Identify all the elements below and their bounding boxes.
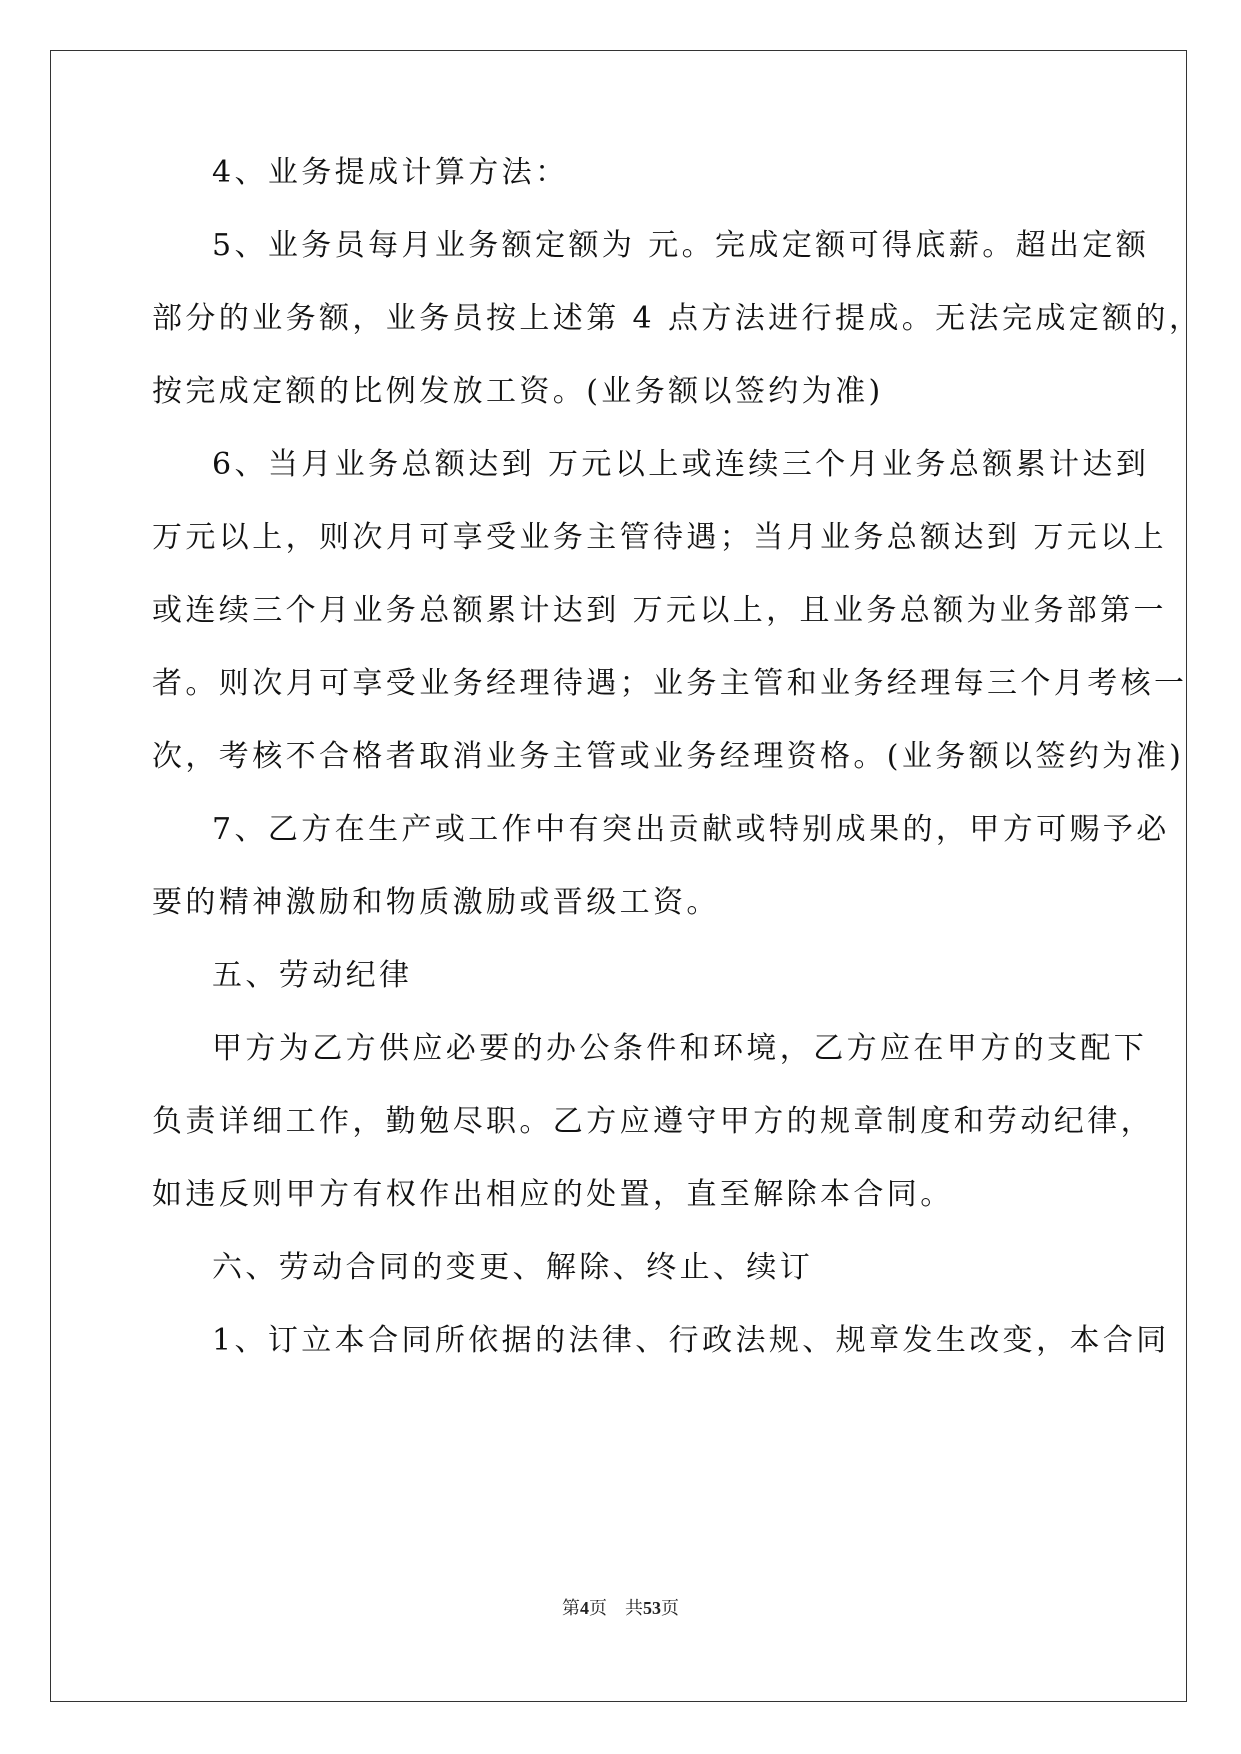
text-line: 负责详细工作，勤勉尽职。乙方应遵守甲方的规章制度和劳动纪律， <box>152 1104 1154 1139</box>
text-line: 5、业务员每月业务额定额为 元。完成定额可得底薪。超出定额 <box>212 228 1150 263</box>
total-prefix: 共 <box>625 1598 643 1618</box>
text-line: 部分的业务额，业务员按上述第 4 点方法进行提成。无法完成定额的， <box>152 301 1203 336</box>
text-line: 次，考核不合格者取消业务主管或业务经理资格。(业务额以签约为准) <box>152 739 1185 774</box>
page-prefix: 第 <box>562 1598 580 1618</box>
text-line: 按完成定额的比例发放工资。(业务额以签约为准) <box>152 374 884 409</box>
text-line: 或连续三个月业务总额累计达到 万元以上，且业务总额为业务部第一 <box>152 593 1167 628</box>
text-line: 甲方为乙方供应必要的办公条件和环境，乙方应在甲方的支配下 <box>212 1031 1148 1066</box>
text-line: 要的精神激励和物质激励或晋级工资。 <box>152 885 720 920</box>
page-number: 4 <box>580 1598 589 1618</box>
text-line: 万元以上，则次月可享受业务主管待遇；当月业务总额达到 万元以上 <box>152 520 1167 555</box>
section-heading: 六、劳动合同的变更、解除、终止、续订 <box>212 1250 814 1285</box>
text-line: 者。则次月可享受业务经理待遇；业务主管和业务经理每三个月考核一 <box>152 666 1188 701</box>
total-suffix: 页 <box>661 1598 679 1618</box>
text-line: 7、乙方在生产或工作中有突出贡献或特别成果的，甲方可赐予必 <box>212 812 1170 847</box>
text-line: 如违反则甲方有权作出相应的处置，直至解除本合同。 <box>152 1177 954 1212</box>
text-line: 6、当月业务总额达到 万元以上或连续三个月业务总额累计达到 <box>212 447 1150 482</box>
page-footer <box>0 1596 1241 1620</box>
page-border <box>50 50 1187 1702</box>
page-suffix: 页 <box>589 1598 607 1618</box>
total-pages: 53 <box>643 1598 661 1618</box>
text-line: 1、订立本合同所依据的法律、行政法规、规章发生改变，本合同 <box>212 1323 1170 1358</box>
section-heading: 五、劳动纪律 <box>212 958 413 993</box>
text-line: 4、业务提成计算方法： <box>212 155 569 190</box>
